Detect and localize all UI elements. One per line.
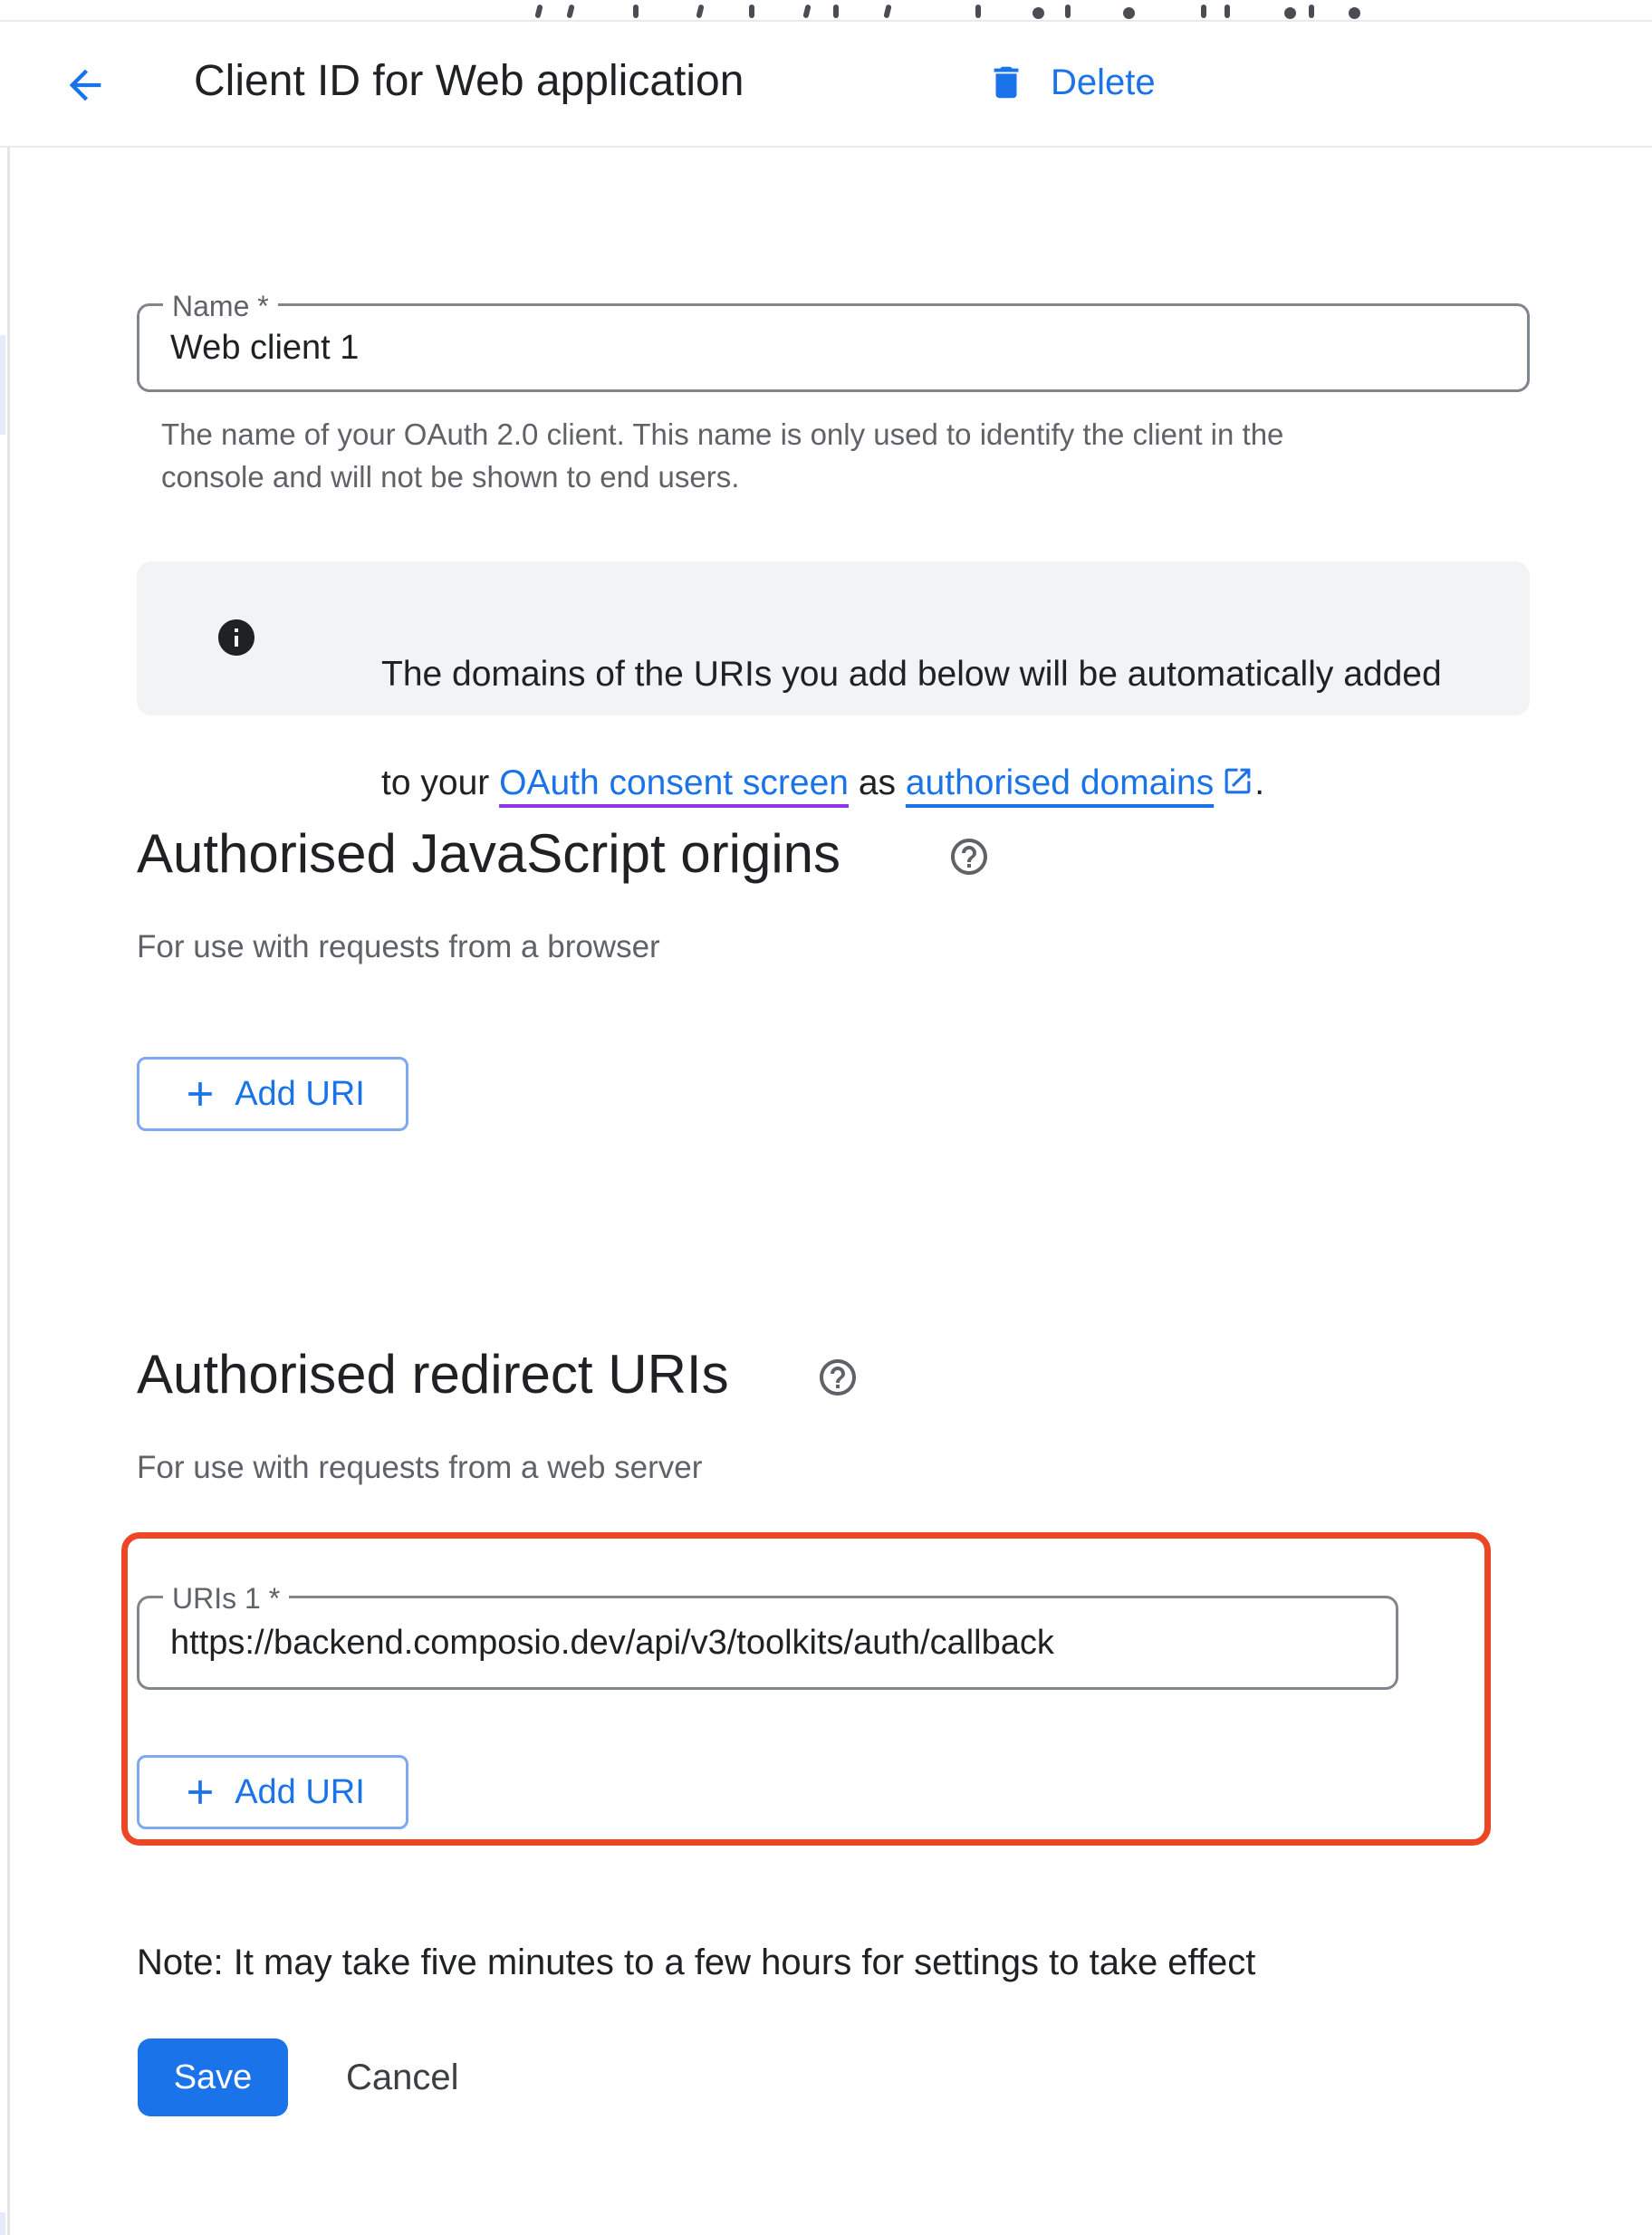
client-name-field-label: Name *: [163, 288, 278, 324]
add-uri-button-label: Add URI: [235, 1074, 365, 1113]
delete-button[interactable]: [976, 54, 1165, 110]
left-accent-strip-bottom: [0, 2212, 5, 2235]
info-icon: [215, 616, 258, 659]
helper-line-2: console and will not be shown to end users.: [161, 460, 740, 494]
redirect-uris-heading: Authorised redirect URIs: [137, 1344, 729, 1405]
delete-button-label: Delete: [1051, 62, 1156, 102]
client-name-helper-text: [161, 413, 1283, 498]
helper-line-1: The name of your OAuth 2.0 client. This name is only used to identify the client in the: [161, 417, 1284, 451]
cancel-button[interactable]: Cancel: [319, 2038, 486, 2116]
redirect-uri-input[interactable]: [139, 1598, 1396, 1687]
js-origins-help-icon[interactable]: [947, 835, 991, 878]
back-button[interactable]: [62, 62, 109, 109]
oauth-consent-screen-link[interactable]: OAuth consent screen: [499, 763, 849, 802]
content-left-border: [7, 148, 10, 2235]
redirect-uris-subtitle: For use with requests from a web server: [137, 1450, 703, 1485]
js-origins-add-uri-button[interactable]: [137, 1057, 408, 1131]
open-in-new-icon: [1214, 763, 1254, 802]
trash-icon: [985, 62, 1027, 103]
client-name-input[interactable]: [139, 306, 1527, 389]
settings-note: Note: It may take five minutes to a few hours for settings to take effect: [137, 1942, 1256, 1982]
banner-line2-middle: as: [848, 763, 906, 802]
js-origins-subtitle: For use with requests from a browser: [137, 929, 660, 964]
domains-info-banner: [137, 561, 1530, 802]
plus-icon: [180, 1074, 220, 1114]
banner-line-1: The domains of the URIs you add below will be automatically added: [381, 655, 1442, 694]
left-accent-strip-top: [0, 335, 5, 435]
page-header: [0, 20, 1652, 148]
authorised-domains-link[interactable]: authorised domains: [905, 763, 1215, 802]
js-origins-heading: Authorised JavaScript origins: [137, 823, 841, 884]
redirect-uri-field-label: URIs 1 *: [163, 1580, 289, 1616]
save-button[interactable]: Save: [138, 2038, 288, 2116]
redirect-uris-help-icon[interactable]: [816, 1356, 860, 1399]
client-name-field: [137, 290, 1530, 392]
plus-icon: [180, 1772, 220, 1812]
banner-line2-suffix: .: [1254, 763, 1265, 802]
page-title: Client ID for Web application: [194, 57, 744, 105]
banner-line2-prefix: to your: [381, 763, 500, 802]
clipped-text-row: [0, 0, 1652, 20]
arrow-back-icon: [62, 62, 109, 109]
redirect-uris-add-uri-button[interactable]: [137, 1755, 408, 1829]
add-uri-button-label: Add URI: [235, 1772, 365, 1811]
redirect-uri-field: [137, 1582, 1398, 1690]
